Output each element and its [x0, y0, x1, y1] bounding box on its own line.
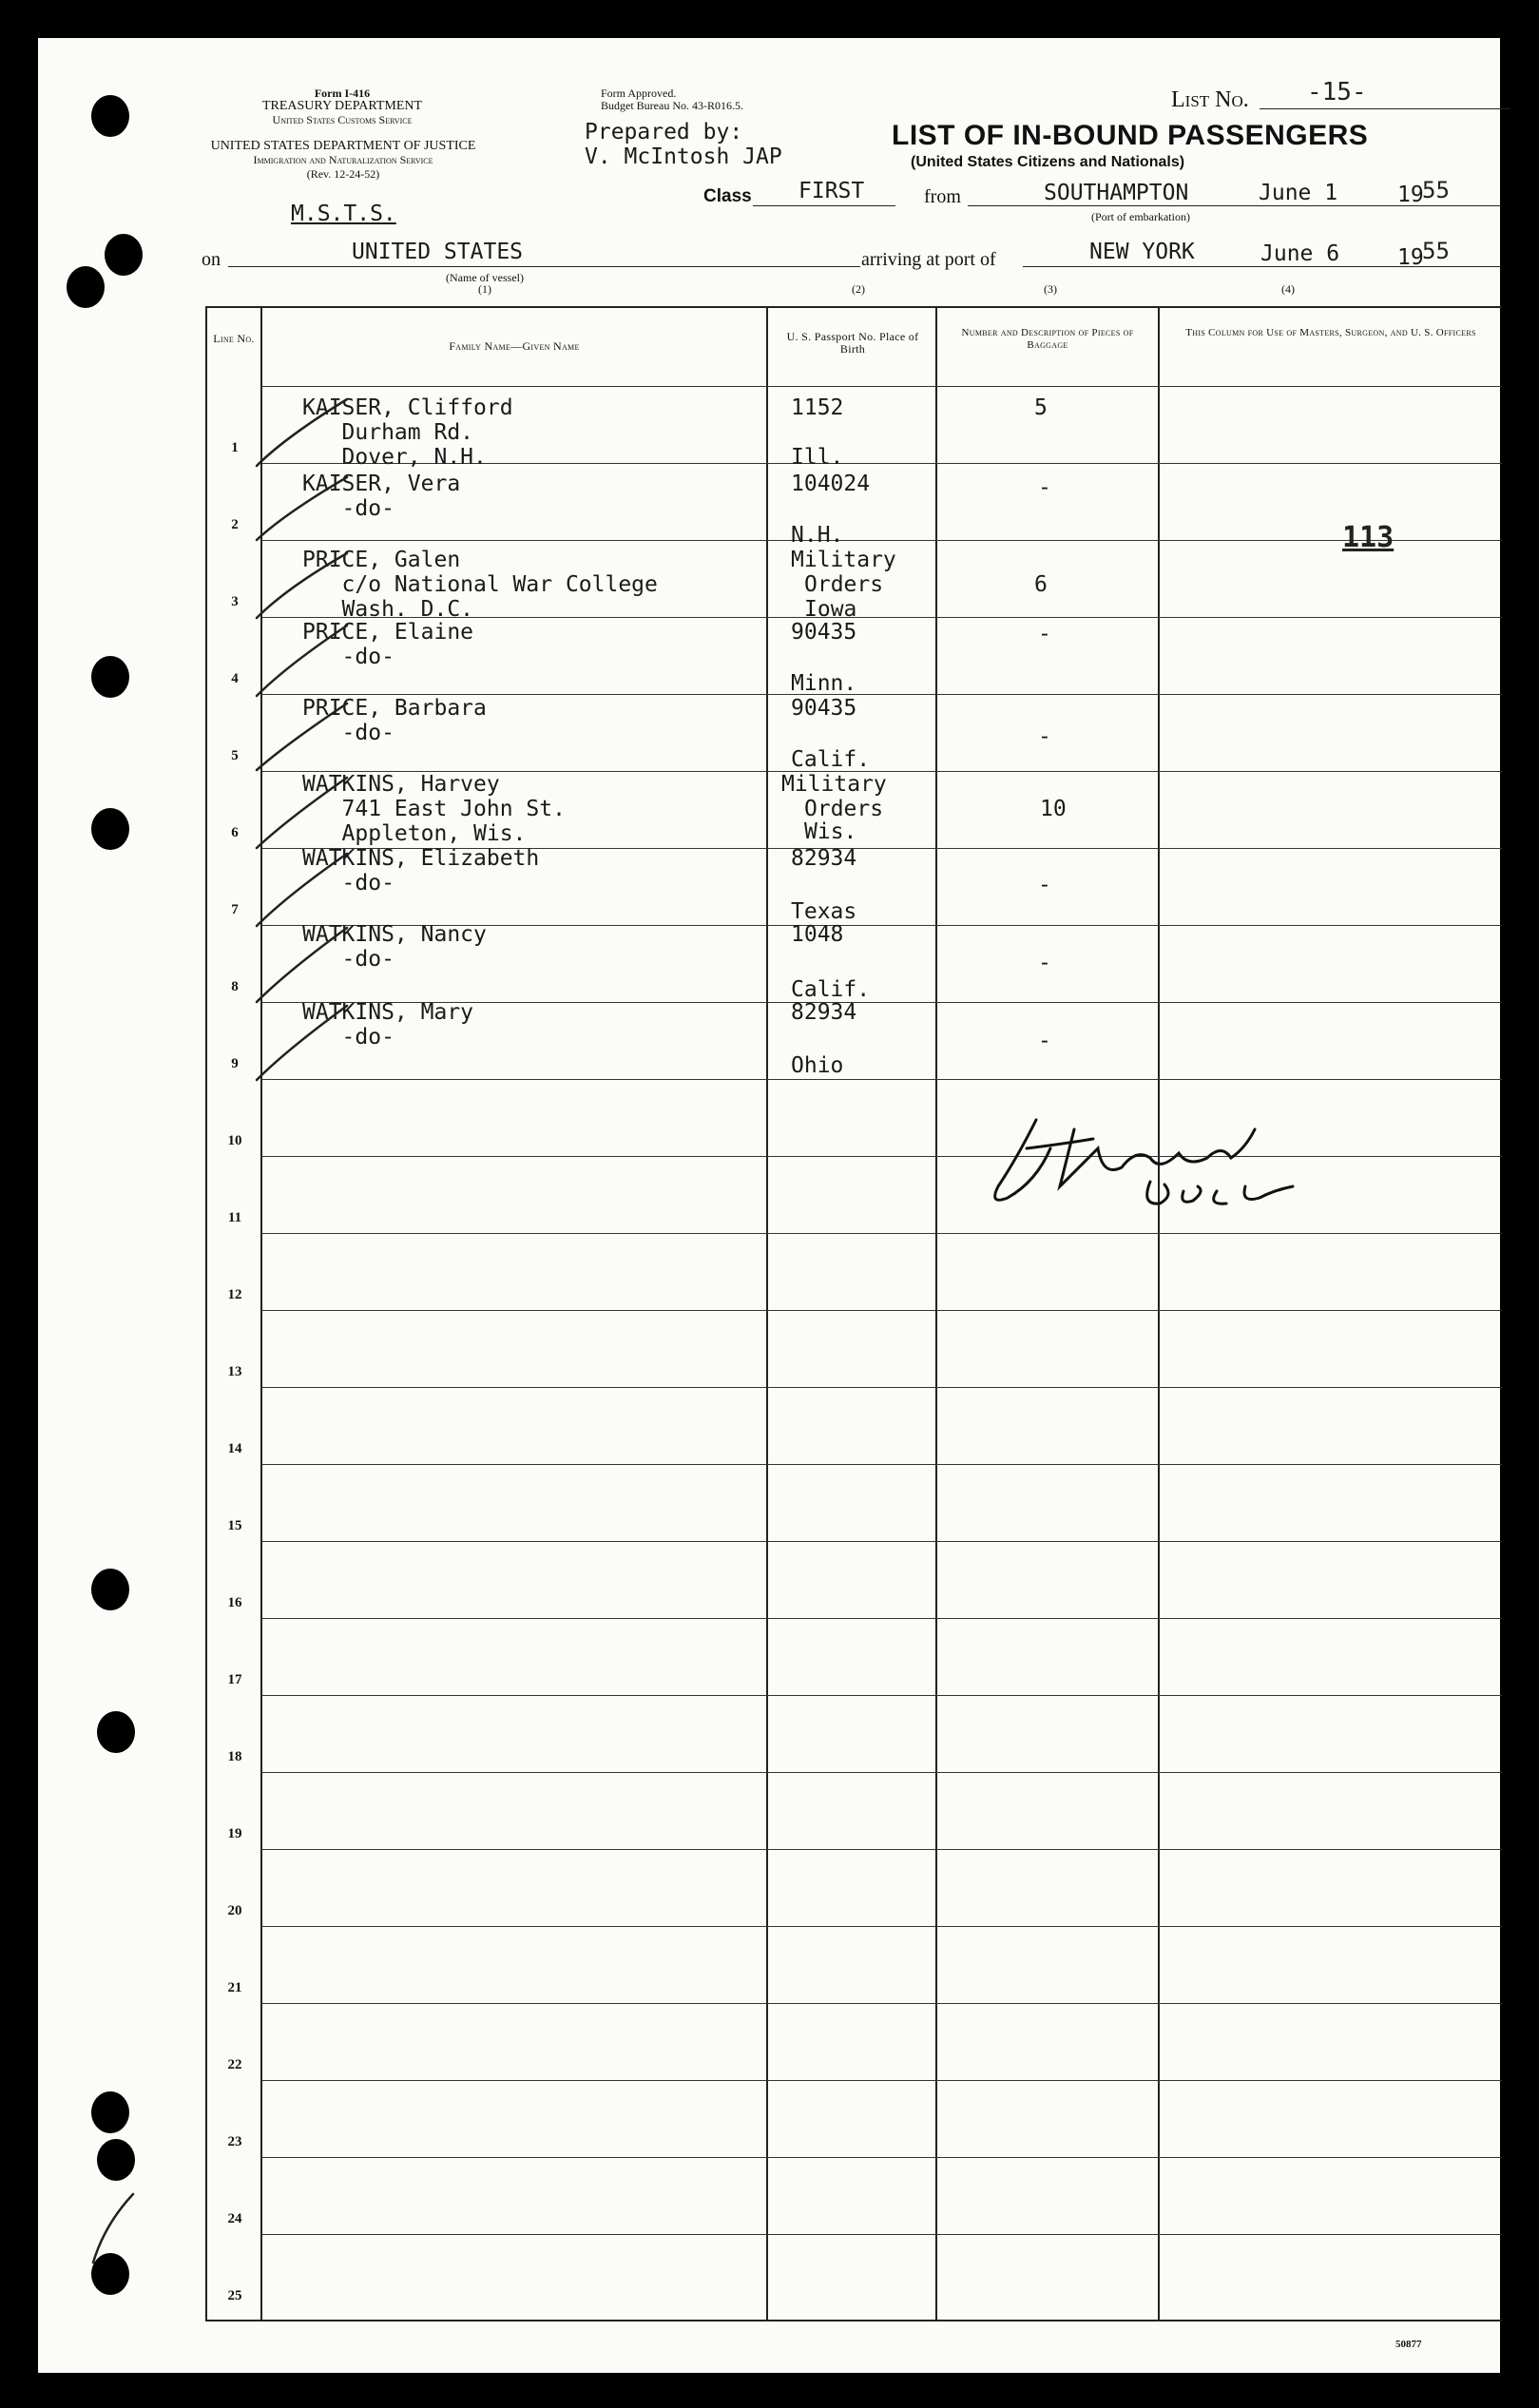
check-mark: [257, 626, 347, 696]
baggage-count: 6: [1034, 572, 1048, 597]
from-date: June 1: [1259, 181, 1338, 205]
passenger-address: -do-: [302, 947, 394, 972]
place-of-birth: Calif.: [791, 747, 871, 772]
department-of-justice: UNITED STATES DEPARTMENT OF JUSTICE: [210, 139, 476, 153]
passport-number: Military: [791, 548, 896, 572]
line-number: 13: [227, 1364, 242, 1379]
passport-number: 82934: [791, 846, 857, 871]
port-caption: (Port of embarkation): [1091, 210, 1190, 223]
passenger-name: WATKINS, Mary: [302, 1000, 474, 1025]
line-number: 21: [227, 1980, 242, 1995]
line-number: 5: [231, 748, 239, 763]
passport-number: 1048: [791, 922, 844, 947]
column-number-2: (2): [852, 282, 865, 296]
line-number: 4: [231, 671, 239, 686]
place-of-birth: Texas: [791, 899, 857, 924]
baggage-count: 5: [1034, 395, 1048, 420]
passenger-address: Appleton, Wis.: [302, 821, 527, 846]
passenger-address: 741 East John St.: [302, 797, 566, 821]
customs-service: United States Customs Service: [272, 113, 413, 126]
check-mark: [257, 778, 347, 848]
line-number: 3: [231, 594, 239, 609]
column-number-3: (3): [1044, 282, 1057, 296]
form-code: 50877: [1395, 2339, 1422, 2350]
form-number: Form I-416: [314, 87, 371, 100]
list-number-value: -15-: [1307, 78, 1367, 106]
header-name: Family Name—Given Name: [449, 339, 580, 353]
arriving-label: arriving at port of: [861, 249, 996, 270]
passenger-name: WATKINS, Elizabeth: [302, 846, 540, 871]
line-number: 23: [227, 2134, 242, 2149]
passport-number: 1152: [791, 395, 844, 420]
passenger-address: -do-: [302, 1025, 394, 1050]
passenger-name: KAISER, Vera: [302, 472, 461, 496]
line-number: 18: [227, 1749, 242, 1764]
check-mark: [93, 2194, 133, 2263]
passenger-name: WATKINS, Harvey: [302, 772, 500, 797]
place-of-birth: N.H.: [791, 523, 844, 548]
arriving-year-prefix: 19: [1397, 245, 1424, 270]
line-number: 7: [231, 902, 239, 917]
manifest-page: [38, 38, 1500, 2373]
arriving-port: NEW YORK: [1089, 240, 1195, 264]
check-mark: [257, 553, 347, 618]
line-number: 1: [231, 440, 239, 455]
baggage-count: -: [1038, 951, 1051, 975]
passenger-name: PRICE, Barbara: [302, 696, 487, 721]
header-passport: U. S. Passport No. Place of Birth: [786, 330, 919, 356]
immigration-service: Immigration and Naturalization Service: [253, 153, 433, 166]
line-number: 8: [231, 979, 239, 994]
line-number: 17: [227, 1672, 242, 1687]
check-mark: [257, 854, 347, 926]
passport-number: 90435: [791, 696, 857, 721]
from-year-prefix: 19: [1397, 183, 1424, 207]
baggage-count: 10: [1040, 797, 1067, 821]
passenger-address: Durham Rd.: [302, 420, 474, 445]
line-number: 15: [227, 1518, 242, 1533]
form-approved: Form Approved.: [601, 87, 677, 100]
baggage-count: -: [1038, 1029, 1051, 1053]
place-of-birth: Ohio: [791, 1053, 844, 1078]
column-number-4: (4): [1281, 282, 1295, 296]
line-number: 10: [227, 1133, 242, 1148]
vessel-name: UNITED STATES: [352, 240, 524, 264]
vessel-column-number: (1): [478, 282, 491, 296]
vessel-caption: (Name of vessel): [446, 271, 524, 284]
line-number: 20: [227, 1903, 242, 1918]
prepared-by-label: Prepared by:: [585, 120, 743, 144]
line-number: 25: [227, 2288, 242, 2303]
from-year-suffix: 55: [1422, 177, 1450, 203]
passenger-name: WATKINS, Nancy: [302, 922, 487, 947]
page-title: LIST OF IN-BOUND PASSENGERS: [892, 120, 1369, 151]
check-mark: [257, 399, 347, 466]
header-baggage: Number and Description of Pieces of Baggage: [961, 327, 1134, 351]
check-mark: [257, 928, 347, 1002]
place-of-birth: Calif.: [791, 977, 871, 1002]
line-number: 6: [231, 825, 239, 840]
baggage-count: -: [1038, 475, 1051, 500]
baggage-count: -: [1038, 622, 1051, 646]
passenger-address: c/o National War College: [302, 572, 658, 597]
form-revision: (Rev. 12-24-52): [306, 167, 380, 181]
line-number: 22: [227, 2057, 242, 2072]
arriving-date: June 6: [1260, 241, 1340, 266]
from-label: from: [924, 186, 961, 207]
line-number: 12: [227, 1287, 242, 1302]
passenger-address: -do-: [302, 645, 394, 669]
passport-number: Orders: [804, 797, 884, 821]
passport-number: Orders: [804, 572, 884, 597]
passenger-address: -do-: [302, 871, 394, 896]
passport-number: 90435: [791, 620, 857, 645]
on-label: on: [202, 249, 221, 270]
officer-signature: [960, 1091, 1302, 1243]
check-mark: [257, 703, 347, 770]
passport-number: 104024: [791, 472, 871, 496]
line-number: 14: [227, 1441, 242, 1456]
passenger-address: Dover, N.H.: [302, 445, 487, 470]
baggage-count: -: [1038, 873, 1051, 897]
from-port: SOUTHAMPTON: [1044, 181, 1189, 205]
list-number-label: List No.: [1171, 87, 1249, 112]
passport-number: Military: [781, 772, 887, 797]
header-officers: This Column for Use of Masters, Surgeon, and U. S. Officers: [1185, 327, 1476, 338]
class-label: Class: [703, 186, 752, 206]
passenger-name: PRICE, Elaine: [302, 620, 474, 645]
line-number: 16: [227, 1595, 242, 1610]
passenger-address: -do-: [302, 496, 394, 521]
treasury-department: TREASURY DEPARTMENT: [261, 99, 423, 113]
place-of-birth: Iowa: [804, 597, 857, 622]
passport-number: 82934: [791, 1000, 857, 1025]
msts-label: M.S.T.S.: [291, 202, 396, 226]
line-number: 9: [231, 1056, 239, 1071]
passenger-address: -do-: [302, 721, 394, 745]
line-number: 19: [227, 1826, 242, 1841]
passenger-address: Wash. D.C.: [302, 597, 474, 622]
passenger-name: PRICE, Galen: [302, 548, 461, 572]
officer-note: 113: [1342, 521, 1395, 554]
line-number: 24: [227, 2211, 242, 2226]
page-subtitle: (United States Citizens and Nationals): [911, 154, 1185, 170]
place-of-birth: Ill.: [791, 445, 844, 470]
line-number: 2: [231, 517, 239, 532]
class-value: FIRST: [798, 179, 865, 203]
place-of-birth: Wis.: [804, 819, 857, 844]
place-of-birth: Minn.: [791, 671, 857, 696]
check-mark: [257, 1006, 347, 1080]
budget-bureau: Budget Bureau No. 43-R016.5.: [601, 99, 743, 112]
baggage-count: -: [1038, 724, 1051, 749]
prepared-by-name: V. McIntosh JAP: [585, 144, 782, 169]
check-mark: [257, 477, 347, 540]
arriving-year-suffix: 55: [1422, 238, 1450, 264]
passenger-name: KAISER, Clifford: [302, 395, 513, 420]
line-number: 11: [227, 1210, 242, 1225]
header-line-no: Line No.: [213, 332, 255, 345]
